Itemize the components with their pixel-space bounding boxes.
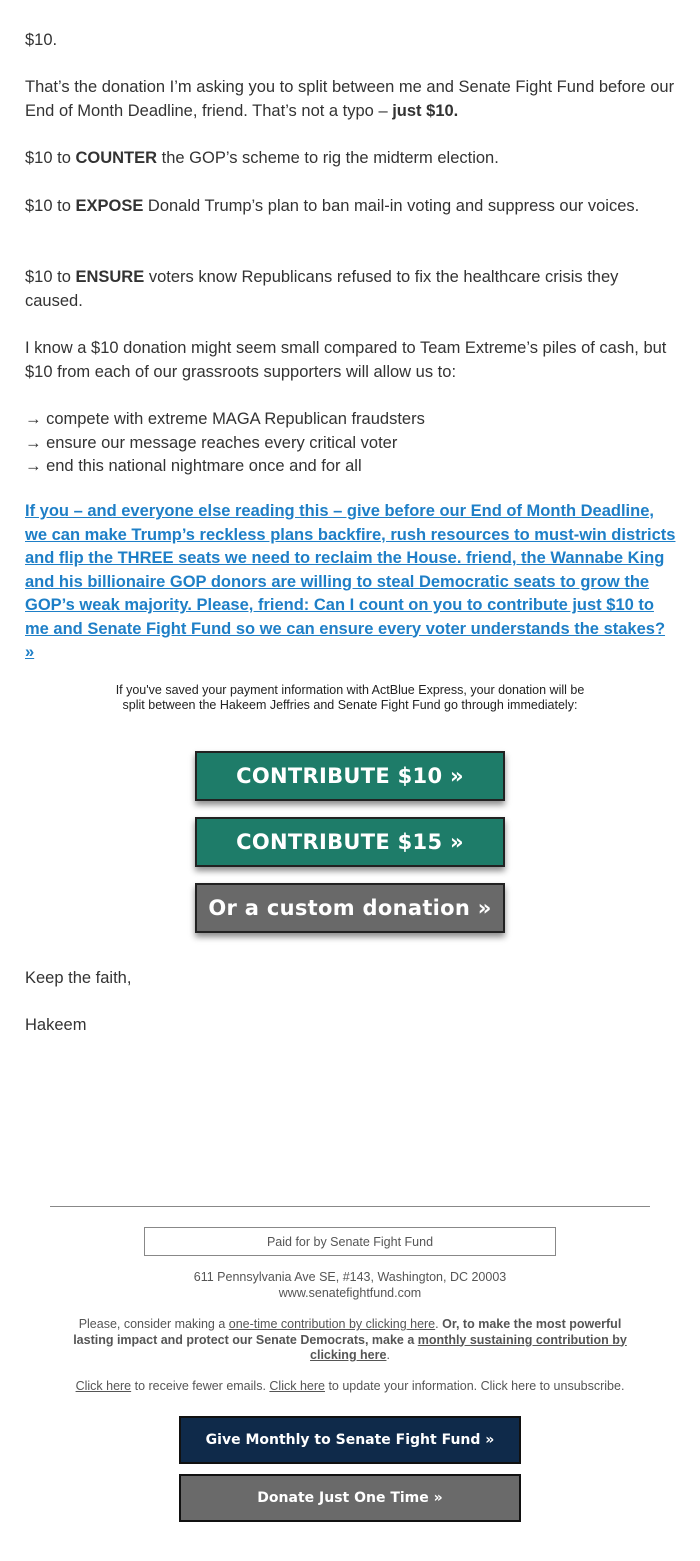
monthly-contribution-link[interactable]: monthly sustaining contribution by clicking here: [310, 1332, 627, 1362]
contribute-15-button[interactable]: CONTRIBUTE $15 »: [195, 817, 505, 867]
consider-end: .: [386, 1348, 390, 1362]
counter-paragraph: [25, 147, 675, 171]
intro-amount: $10.: [25, 31, 58, 49]
counter-keyword: COUNTER: [75, 149, 158, 167]
expose-pre: $10 to: [25, 197, 76, 215]
update-text: to update your information. Click here to unsubscribe.: [324, 1379, 625, 1393]
website-line: www.senatefightfund.com: [278, 1285, 422, 1300]
ensure-pre: $10 to: [25, 268, 76, 286]
signoff: Keep the faith,: [25, 969, 132, 987]
footer-divider: [50, 1206, 650, 1207]
expose-paragraph: [25, 195, 675, 219]
footer-address: [40, 1270, 660, 1301]
intro-paragraph: [25, 76, 675, 123]
intro-emphasis: just $10.: [392, 101, 459, 120]
custom-donation-button[interactable]: Or a custom donation »: [195, 883, 505, 933]
actblue-express-note: If you've saved your payment information with ActBlue Express, your donation will be split between the Hakeem Jeffries and Senate Fight Fund go through immediately:: [115, 683, 585, 712]
ensure-post: voters know Republicans refused to fix the healthcare crisis they caused.: [25, 268, 619, 310]
fewer-emails-link[interactable]: Click here: [75, 1379, 132, 1393]
consider-mid: .: [435, 1317, 443, 1331]
footer-email-prefs: [40, 1379, 660, 1395]
fewer-text: to receive fewer emails.: [131, 1379, 270, 1393]
paid-for-box: [144, 1227, 556, 1256]
intro-text: That’s the donation I’m asking you to split between me and Senate Fight Fund before our End of Month Deadline, friend. That’s not a typo –: [25, 78, 675, 120]
update-info-link[interactable]: Click here: [269, 1379, 325, 1393]
give-monthly-button[interactable]: Give Monthly to Senate Fight Fund »: [179, 1416, 521, 1464]
bullet-list: [25, 408, 675, 479]
cta-donate-link[interactable]: If you – and everyone else reading this – give before our End of Month Deadline, we can make Trump’s reckless plans backfire, rush resources to must-win districts and flip the THREE seats we need to reclaim the House. friend, the Wannabe King and his billionaire GOP donors are willing to steal Democratic seats to grow the GOP’s weak majority. Please, friend: Can I count on you to contribute just $10 to me and Senate Fight Fund so we can ensure every voter understands the stakes? »: [25, 502, 676, 661]
expose-post: Donald Trump’s plan to ban mail-in voting and suppress our voices.: [143, 197, 640, 215]
footer-consider: [60, 1317, 640, 1364]
list-item: → compete with extreme MAGA Republican fraudsters: [25, 410, 425, 428]
expose-keyword: EXPOSE: [75, 197, 144, 215]
paid-for-text: Paid for by Senate Fight Fund: [266, 1234, 434, 1249]
ensure-keyword: ENSURE: [75, 268, 145, 286]
counter-pre: $10 to: [25, 149, 76, 167]
address-line: 611 Pennsylvania Ave SE, #143, Washington, DC 20003: [193, 1270, 507, 1284]
small-donation-paragraph: I know a $10 donation might seem small compared to Team Extreme’s piles of cash, but $10 from each of our grassroots supporters will allow us to:: [25, 339, 667, 381]
signature: Hakeem: [25, 1016, 87, 1034]
list-item: → ensure our message reaches every critical voter: [25, 433, 398, 452]
ensure-paragraph: [25, 266, 675, 313]
donate-once-button[interactable]: Donate Just One Time »: [179, 1474, 521, 1522]
counter-post: the GOP’s scheme to rig the midterm election.: [157, 149, 499, 167]
contribute-10-button[interactable]: CONTRIBUTE $10 »: [195, 751, 505, 801]
consider-pre: Please, consider making a: [78, 1317, 229, 1331]
consider-bold: Or, to make the most powerful lasting impact and protect our Senate Democrats, make a: [73, 1317, 622, 1347]
list-item: → end this national nightmare once and for all: [25, 457, 362, 475]
one-time-contribution-link[interactable]: one-time contribution by clicking here: [228, 1317, 436, 1331]
